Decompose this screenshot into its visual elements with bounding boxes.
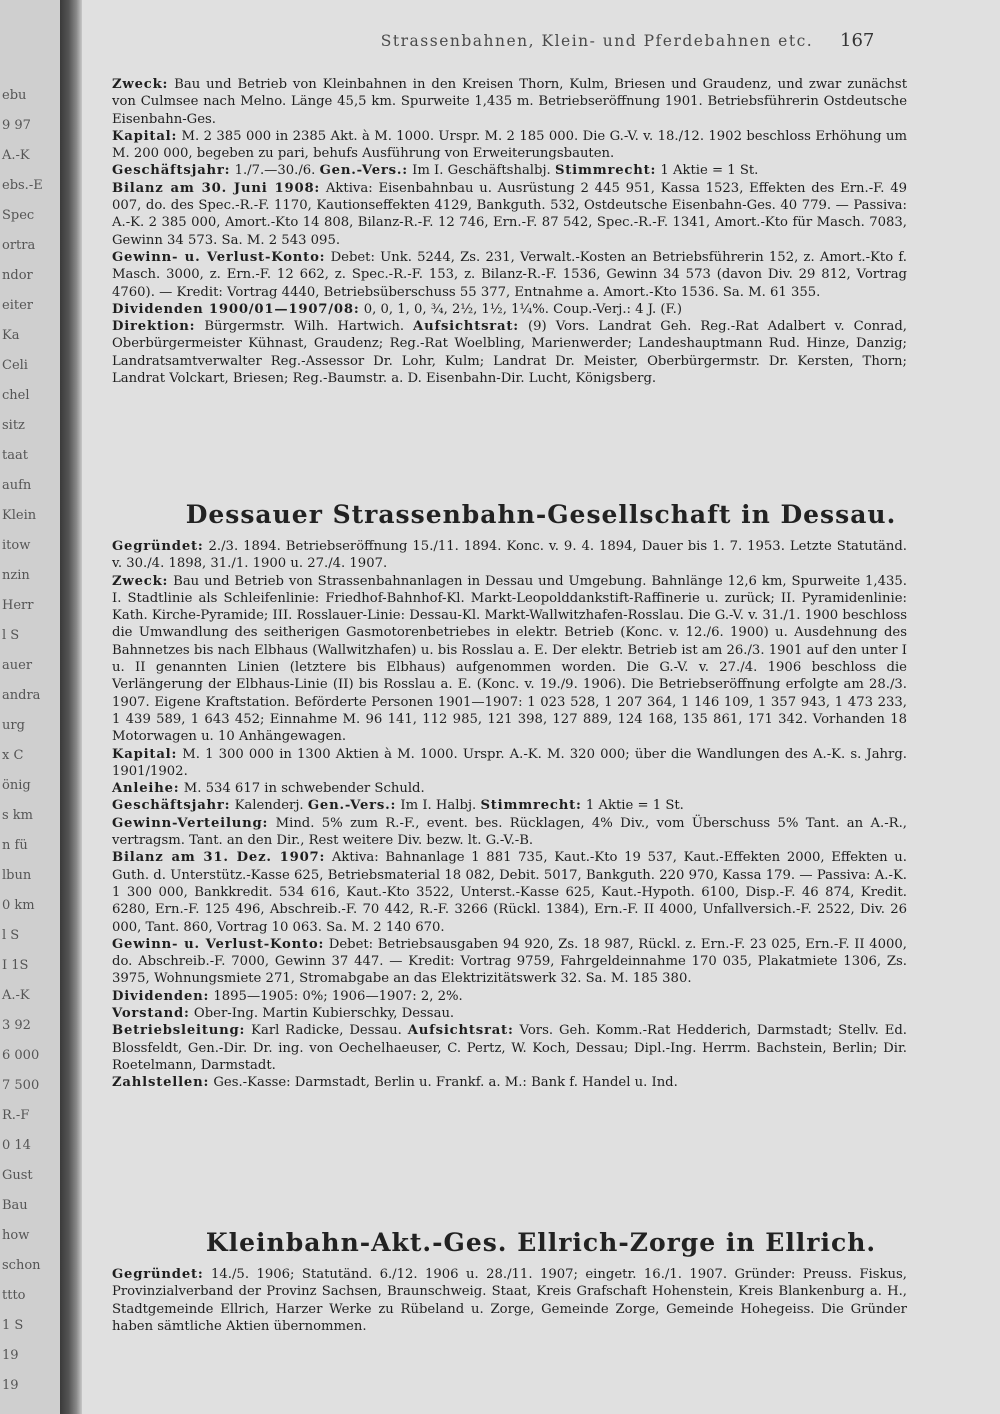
field-label: Gewinn- u. Verlust-Konto: (112, 249, 326, 265)
facing-page-fragment: auer (2, 658, 33, 673)
field-text: 0, 0, 1, 0, ¾, 2½, 1½, 1¼%. Coup.-Verj.: 4 J. (F.) (363, 301, 682, 317)
field-text: 14./5. 1906; Statutänd. 6./12. 1906 u. 28./11. 1907; eingetr. 16./1. 1907. Gründer: Preuss. Fiskus, Provinzialverband der Provinz Sachsen, Braunschweig. Staat, Kreis Grafschaft Hohenstein, Kreis Blankenburg a. H., Stadtgemeinde Ellrich, Harzer Werke zu Rübeland u. Zorge, Gemeinde Zorge, Gemeinde Hohegeiss. Die Gründer haben sämtliche Aktien übernommen. (112, 1267, 907, 1334)
field-label: Geschäftsjahr: (112, 798, 231, 814)
field-text: Mind. 5% zum R.-F., event. bes. Rücklagen, 4% Div., vom Überschuss 5% Tant. an A.-R., vertragsm. Tant. an den Dir., Rest weitere Div. bezw. lt. G.-V.-B. (112, 815, 907, 849)
field-text: Debet: Unk. 5244, Zs. 231, Verwalt.-Kosten an Betriebsführerin 152, z. Amort.-Kto f. Masch. 3000, z. Ern.-F. 12 662, z. Spec.-R.-F. 153, z. Bilanz-R.-F. 1536, Gewinn 34 573 (davon Div. 29 812, Vortrag 4760). — Kredit: Vortrag 4440, Betriebsüberschuss 55 377, Entnahme a. Amort.-Kto 1536. Sa. M. 61 355. (112, 249, 907, 300)
entry-paragraph (112, 128, 907, 163)
field-text: Karl Radicke, Dessau. (251, 1023, 402, 1039)
facing-page-gutter (0, 0, 60, 1414)
field-label: Aufsichtsrat: (413, 319, 519, 335)
field-label: Kapital: (112, 128, 178, 144)
field-label: Gen.-Vers.: (319, 163, 408, 179)
facing-page-fragment: ttto (2, 1288, 26, 1303)
facing-page-fragment: 0 14 (2, 1138, 31, 1153)
facing-page-fragment: 19 (2, 1348, 19, 1363)
field-text: Im I. Geschäftshalbj. (412, 163, 551, 179)
facing-page-fragment: urg (2, 718, 25, 733)
field-text: Bau und Betrieb von Kleinbahnen in den Kreisen Thorn, Kulm, Briesen und Graudenz, und zwar zunächst von Culmsee nach Melno. Länge 45,5 km. Spurweite 1,435 m. Betriebseröffnung 1901. Betriebsführerin Ostdeutsche Eisenbahn-Ges. (112, 77, 907, 127)
field-text: 1 Aktie = 1 St. (660, 163, 759, 179)
field-text: Debet: Betriebsausgaben 94 920, Zs. 18 987, Rückl. z. Ern.-F. 23 025, Ern.-F. II 4000, do. Abschreib.-F. 7000, Gewinn 37 447. — Kredit: Vortrag 9759, Fahrgeldeinnahme 170 035, Plakatmiete 1306, Zs. 3975, Wohnungsmiete 271, Stromabgabe an das Elektrizitätswerk 32. Sa. M. 185 380. (112, 936, 907, 987)
entry-paragraph (112, 849, 907, 935)
facing-page-fragment: chel (2, 388, 30, 403)
field-label: Geschäftsjahr: (112, 163, 231, 179)
field-label: Bilanz am 30. Juni 1908: (112, 180, 321, 196)
book-page (82, 0, 1000, 1414)
facing-page-fragment: 3 92 (2, 1018, 31, 1033)
running-header: Strassenbahnen, Klein- und Pferdebahnen etc. (380, 32, 814, 50)
facing-page-fragment: A.-K (2, 988, 30, 1003)
page-number: 167 (840, 30, 875, 51)
facing-page-fragment: s km (2, 808, 34, 823)
field-label: Dividenden 1900/01—1907/08: (112, 301, 360, 317)
entry-paragraph (112, 318, 907, 387)
field-text: (9) Vors. Landrat Geh. Reg.-Rat Adalbert v. Conrad, Oberbürgermeister Kühnast, Graudenz; Reg.-Rat Woelbling, Marienwerder; Landeshauptmann Rud. Hinze, Danzig; Landratsamtverwalter Reg.-Assessor Dr. Lohr, Kulm; Landrat Dr. Meister, Oberbürgermstr. Dr. Kersten, Thorn; Landrat Volckart, Briesen; Reg.-Baumstr. a. D. Eisenbahn-Dir. Lucht, Königsberg. (112, 319, 907, 387)
field-text: Aktiva: Eisenbahnbau u. Ausrüstung 2 445 951, Kassa 1523, Effekten des Ern.-F. 49 007, do. des Spec.-R.-F. 1170, Kautionseffekten 4129, Bankguth. 532, Ostdeutsche Eisenbahn-Ges. 40 779. — Passiva: A.-K. 2 385 000, Amort.-Kto 14 808, Bilanz-R.-F. 12 746, Ern.-F. 87 542, Spec.-R.-F. 1341, Amort.-Kto für Masch. 7083, Gewinn 34 573. Sa. M. 2 543 095. (112, 180, 907, 248)
field-text: Bau und Betrieb von Strassenbahnanlagen in Dessau und Umgebung. Bahnlänge 12,6 km, Spurweite 1,435. I. Stadtlinie als Schleifenlinie: Friedhof-Bahnhof-Kl. Markt-Leopolddankstift-Raffinerie u. zurück; II. Pyramidenlinie: Kath. Kirche-Pyramide; III. Rosslauer-Linie: Dessau-Kl. Markt-Wallwitzhafen-Rosslau. Die G.-V. v. 31./1. 1900 beschloss die Umwandlung des seitherigen Gasmotorenbetriebes in elektr. Betrieb (Konc. v. 12./6. 1900) u. Ausdehnung des Bahnnetzes bis nach Elbhaus (Wallwitzhafen) u. bis Rosslau a. E. Der elektr. Betrieb ist am 26./3. 1901 auf den unter I u. II genannten Linien (letztere bis Elbhaus) aufgenommen worden. Die G.-V. v. 27./4. 1906 beschloss die Verlängerung der Elbhaus-Linie (II) bis Rosslau a. E. (Konc. v. 19./9. 1906). Die Betriebseröffnung erfolgte am 28./3. 1907. Eigene Kraftstation. Beförderte Personen 1901—1907: 1 023 528, 1 207 364, 1 146 109, 1 357 943, 1 473 233, 1 439 589, 1 643 452; Einnahme M. 96 141, 112 985, 121 398, 127 889, 124 168, 135 861, 171 342. Vorhanden 18 Motorwagen u. 10 Anhängewagen. (112, 573, 907, 745)
field-label: Gewinn-Verteilung: (112, 815, 269, 831)
field-text: Bürgermstr. Wilh. Hartwich. (204, 319, 405, 335)
facing-page-fragment: ebu (2, 88, 27, 103)
facing-page-fragment: n fü (2, 838, 28, 853)
field-text: M. 534 617 in schwebender Schuld. (183, 781, 425, 797)
entry-paragraph (112, 780, 907, 797)
facing-page-fragment: Gust (2, 1168, 33, 1183)
field-label: Kapital: (112, 746, 178, 762)
entry-paragraph (112, 1266, 907, 1335)
entry-paragraph (112, 1005, 907, 1022)
facing-page-fragment: 9 97 (2, 118, 31, 133)
field-label: Aufsichtsrat: (407, 1023, 514, 1039)
field-text: Ges.-Kasse: Darmstadt, Berlin u. Frankf. a. M.: Bank f. Handel u. Ind. (213, 1075, 678, 1091)
facing-page-fragment: nzin (2, 568, 30, 583)
facing-page-fragment: andra (2, 688, 41, 703)
entry-paragraph (112, 180, 907, 249)
entry-paragraph (112, 1074, 907, 1091)
facing-page-fragment: taat (2, 448, 28, 463)
facing-page-fragment: R.-F (2, 1108, 30, 1123)
field-label: Vorstand: (112, 1006, 190, 1022)
field-text: 2./3. 1894. Betriebseröffnung 15./11. 1894. Konc. v. 9. 4. 1894, Dauer bis 1. 7. 1953. Letzte Statutänd. v. 30./4. 1898, 31./1. 1900 u. 27./4. 1907. (112, 539, 907, 572)
field-label: Gegründet: (112, 1267, 204, 1282)
field-text: Kalenderj. (234, 798, 304, 814)
field-label: Dividenden: (112, 988, 210, 1004)
entry-paragraph (112, 815, 907, 850)
field-label: Betriebsleitung: (112, 1023, 246, 1039)
facing-page-fragment: lbun (2, 868, 32, 883)
field-label: Gegründet: (112, 539, 204, 554)
entry-paragraph (112, 162, 907, 179)
entry-culmsee-melno (112, 76, 907, 387)
entry-paragraph (112, 249, 907, 301)
entry-paragraph (112, 988, 907, 1005)
entry-title-ellrich: Kleinbahn-Akt.-Ges. Ellrich-Zorge in Ellrich. (205, 1228, 877, 1257)
field-label: Bilanz am 31. Dez. 1907: (112, 850, 326, 866)
field-label: Zweck: (112, 77, 169, 92)
facing-page-fragment: 7 500 (2, 1078, 40, 1093)
facing-page-fragment: Klein (2, 508, 37, 523)
entry-dessau (112, 538, 907, 1092)
facing-page-fragment: ortra (2, 238, 36, 253)
entry-paragraph (112, 746, 907, 781)
field-label: Gewinn- u. Verlust-Konto: (112, 936, 325, 952)
field-label: Direktion: (112, 319, 196, 335)
entry-paragraph (112, 301, 907, 318)
field-text: M. 2 385 000 in 2385 Akt. à M. 1000. Urspr. M. 2 185 000. Die G.-V. v. 18./12. 1902 beschloss Erhöhung um M. 200 000, begeben zu pari, behufs Ausführung von Erweiterungsbauten. (112, 128, 907, 162)
field-text: Aktiva: Bahnanlage 1 881 735, Kaut.-Kto 19 537, Kaut.-Effekten 2000, Effekten u. Guth. d. Unterstütz.-Kasse 625, Betriebsmaterial 18 082, Debit. 5017, Bankguth. 220 970, Kassa 179. — Passiva: A.-K. 1 300 000, Bankkredit. 534 616, Kaut.-Kto 3522, Unterst.-Kasse 625, Kaut.-Hypoth. 6100, Disp.-F. 46 874, Kredit. 6280, Ern.-F. 125 496, Abschreib.-F. 70 442, R.-F. 3266 (Rückl. 1384), Ern.-F. II 4000, Unfallversich.-F. 2522, Div. 26 000, Tant. 860, Vortrag 10 063. Sa. M. 2 140 670. (112, 850, 907, 935)
field-label: Zweck: (112, 573, 169, 589)
entry-paragraph (112, 1022, 907, 1074)
facing-page-fragment: Herr (2, 598, 34, 613)
field-text: 1 Aktie = 1 St. (585, 798, 684, 814)
facing-page-fragment: Ⅰ 1S (2, 958, 29, 973)
facing-page-fragment: l S (2, 628, 20, 643)
facing-page-fragment: sitz (2, 418, 25, 433)
field-text: 1895—1905: 0%; 1906—1907: 2, 2%. (213, 988, 463, 1004)
field-text: Vors. Geh. Komm.-Rat Hedderich, Darmstadt; Stellv. Ed. Blossfeldt, Gen.-Dir. Dr. ing. von Oechelhaeuser, C. Pertz, W. Koch, Dessau; Dipl.-Ing. Herrm. Bachstein, Berlin; Dir. Roetelmann, Darmstadt. (112, 1023, 907, 1073)
facing-page-fragment: önig (2, 778, 31, 793)
facing-page-fragment: 0 km (2, 898, 35, 913)
field-label: Gen.-Vers.: (307, 798, 397, 814)
facing-page-fragment: Ka (2, 328, 20, 343)
facing-page-fragment: 6 000 (2, 1048, 40, 1063)
facing-page-fragment: 19 (2, 1378, 19, 1393)
entry-paragraph (112, 797, 907, 814)
field-text: Im I. Halbj. (400, 798, 477, 814)
book-fold-shadow (60, 0, 82, 1414)
facing-page-fragment: Spec (2, 208, 35, 223)
facing-page-fragment: how (2, 1228, 30, 1243)
facing-page-fragment: ebs.-E (2, 178, 43, 193)
field-text: Ober-Ing. Martin Kubierschky, Dessau. (193, 1006, 455, 1022)
facing-page-fragment: Bau (2, 1198, 28, 1213)
field-text: M. 1 300 000 in 1300 Aktien à M. 1000. Urspr. A.-K. M. 320 000; über die Wandlungen des A.-K. s. Jahrg. 1901/1902. (112, 746, 907, 779)
facing-page-fragment: aufn (2, 478, 32, 493)
facing-page-fragment: Celi (2, 358, 28, 373)
entry-paragraph (112, 573, 907, 746)
entry-paragraph (112, 538, 907, 573)
entry-paragraph (112, 76, 907, 128)
facing-page-fragment: ndor (2, 268, 33, 283)
field-label: Stimmrecht: (554, 163, 657, 179)
facing-page-fragment: A.-K (2, 148, 30, 163)
entry-ellrich (112, 1266, 907, 1335)
facing-page-fragment: eiter (2, 298, 33, 313)
field-label: Anleihe: (112, 781, 180, 797)
entry-paragraph (112, 936, 907, 988)
field-label: Zahlstellen: (112, 1075, 210, 1091)
field-label: Stimmrecht: (480, 798, 582, 814)
field-text: 1./7.—30./6. (234, 163, 316, 179)
entry-title-dessau: Dessauer Strassenbahn-Gesellschaft in Dessau. (185, 500, 897, 529)
facing-page-fragment: l S (2, 928, 20, 943)
facing-page-fragment: schon (2, 1258, 41, 1273)
facing-page-fragment: 1 S (2, 1318, 24, 1333)
facing-page-fragment: x C (2, 748, 24, 763)
facing-page-fragment: itow (2, 538, 31, 553)
